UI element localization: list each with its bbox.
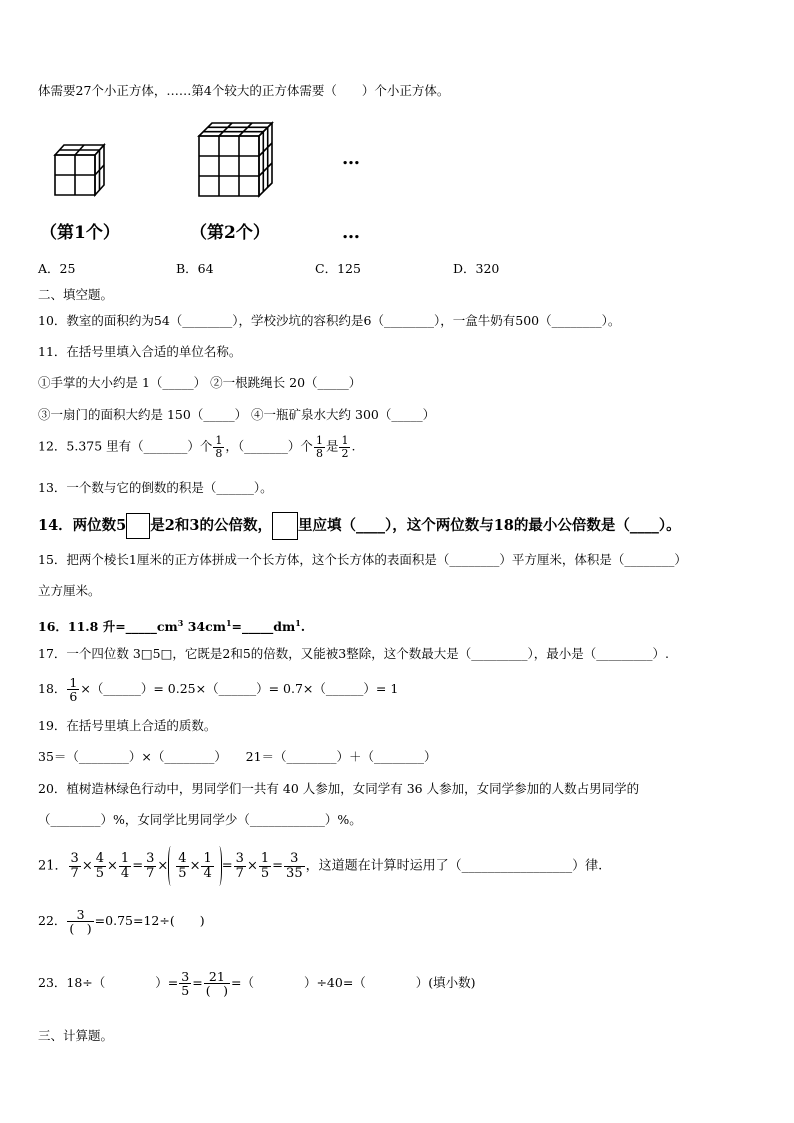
option-c: C．125 bbox=[315, 261, 361, 276]
ellipsis-top: … bbox=[342, 148, 360, 169]
question-11-line1: ①手掌的大小约是 1（_____） ②一根跳绳长 20（_____） bbox=[38, 375, 362, 390]
question-23: 23．18÷（ ）= $\frac{3}{5}$ = $\frac{21}{( )}$ =（ ）÷40=（ ）(填小数) bbox=[38, 969, 476, 999]
question-10: 10．教室的面积约为54（________），学校沙坑的容积约是6（________），一盒牛奶有500（________）。 bbox=[38, 313, 621, 328]
figure-2-caption: （第2个） bbox=[190, 223, 270, 243]
question-20-line2: （________）%，女同学比男同学少（____________）%。 bbox=[38, 812, 362, 827]
blank-box[interactable] bbox=[272, 512, 298, 540]
question-18: 18． $\frac{1}{6}$ ×（______）= 0.25×（______）= 0.7×（______）= 1 bbox=[38, 675, 399, 705]
question-20-line1: 20．植树造林绿色行动中，男同学们一共有 40 人参加，女同学有 36 人参加，女同学参加的人数占男同学的 bbox=[38, 781, 640, 796]
question-11-line2: ③一扇门的面积大约是 150（_____） ④一瓶矿泉水大约 300（_____） bbox=[38, 407, 436, 422]
question-22: 22． $\frac{3}{( )}$ =0.75=12÷( ) bbox=[38, 907, 205, 937]
figure-1-caption: （第1个） bbox=[40, 223, 120, 243]
cube-figure-2 bbox=[196, 120, 276, 200]
fraction: $\frac{1}{2}$ bbox=[341, 434, 349, 460]
section-2-heading: 二、填空题。 bbox=[38, 287, 114, 302]
question-21: 21． $\frac{3}{7}$ × $\frac{4}{5}$ × $\frac{1}{4}$ = $\frac{3}{7}$ × $\frac{4}{5}$ × $\frac{1}{4}$ = $\frac{3}{7}$ × $\frac{1}{5}$ = $\frac{3}{35}$ ，这道题在计算时运用了（_________________）律. bbox=[38, 846, 602, 886]
question-19-stem: 19．在括号里填上合适的质数。 bbox=[38, 718, 217, 733]
question-12: 12．5.375 里有（_______）个 $\frac{1}{8}$ ，（_______）个 $\frac{1}{8}$ 是 $\frac{1}{2}$ . bbox=[38, 434, 356, 460]
question-13: 13．一个数与它的倒数的积是（______）。 bbox=[38, 480, 273, 495]
question-11-stem: 11．在括号里填入合适的单位名称。 bbox=[38, 344, 242, 359]
q9-stem-tail: 体需要27个小正方体，……第4个较大的正方体需要（ ）个小正方体。 bbox=[38, 83, 450, 98]
section-3-heading: 三、计算题。 bbox=[38, 1028, 114, 1043]
question-14: 14．两位数5 是2和3的公倍数， 里应填（____），这个两位数与18的最小公倍数是（____）。 bbox=[38, 512, 681, 540]
question-17: 17．一个四位数 3□5□，它既是2和5的倍数，又能被3整除，这个数最大是（_________），最小是（_________）. bbox=[38, 646, 669, 661]
option-b: B．64 bbox=[176, 261, 214, 276]
fraction: $\frac{1}{8}$ bbox=[215, 434, 223, 460]
fraction: $\frac{1}{8}$ bbox=[315, 434, 323, 460]
option-a: A．25 bbox=[38, 261, 76, 276]
ellipsis-bottom: … bbox=[342, 222, 360, 243]
cube-figure-1 bbox=[52, 140, 112, 200]
question-19-line: 35＝（________）×（________） 21＝（________）＋（________） bbox=[38, 749, 437, 764]
blank-box[interactable] bbox=[126, 513, 150, 539]
question-16: 16．11.8 升$=\_\_\_\_\_cm^3$ $34cm^1=\_\_\_\_\_dm^1$. bbox=[38, 618, 306, 635]
option-d: D．320 bbox=[453, 261, 500, 276]
fraction: $\frac{1}{6}$ bbox=[69, 675, 78, 705]
question-15-line2: 立方厘米。 bbox=[38, 583, 101, 598]
question-15-line1: 15．把两个棱长1厘米的正方体拼成一个长方体，这个长方体的表面积是（________）平方厘米，体积是（________） bbox=[38, 552, 687, 567]
